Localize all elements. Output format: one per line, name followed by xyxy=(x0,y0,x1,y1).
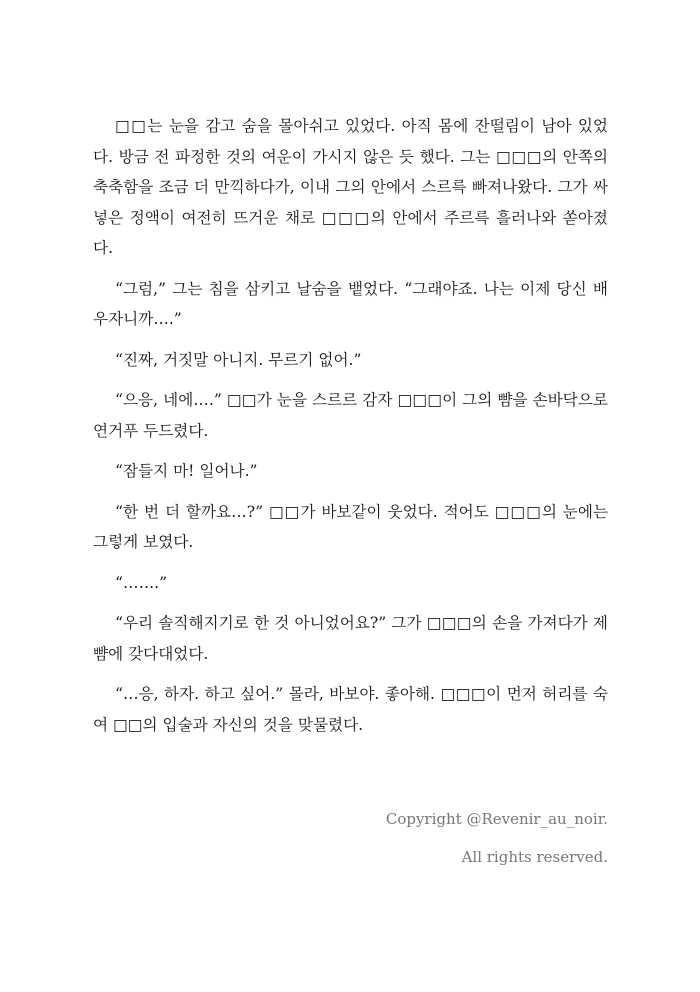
paragraph-1: □□는 눈을 감고 숨을 몰아쉬고 있었다. 아직 몸에 잔떨림이 남아 있었다. 방금 전 파정한 것의 여운이 가시지 않은 듯 했다. 그는 □□□의 안쪽의 축축함을 조금 더 만끽하다가, 이내 그의 안에서 스르륵 빠져나왔다. 그가 싸넣은 정액이 여전히 뜨거운 채로 □□□의 안에서 주르륵 흘러나와 쏟아졌다. xyxy=(93,117,608,257)
paragraph-6: “한 번 더 할까요…?” □□가 바보같이 웃었다. 적어도 □□□의 눈에는 그렇게 보였다. xyxy=(93,502,608,551)
paragraph-2: “그럼,” 그는 침을 삼키고 날숨을 뱉었다. “그래야죠. 나는 이제 당신 배우자니까….” xyxy=(93,279,608,328)
paragraph-3: “진짜, 거짓말 아니지. 무르기 없어.” xyxy=(115,350,362,369)
paragraph-9: “…응, 하자. 하고 싶어.” 몰라, 바보야. 좋아해. □□□이 먼저 허리를 숙여 □□의 입술과 자신의 것을 맞물렸다. xyxy=(93,685,608,734)
paragraph-8: “우리 솔직해지기로 한 것 아니었어요?” 그가 □□□의 손을 가져다가 제 뺨에 갖다대었다. xyxy=(93,614,608,663)
paragraph-5: “잠들지 마! 일어나.” xyxy=(115,462,258,480)
story-text xyxy=(93,111,608,750)
rights-notice: All rights reserved. xyxy=(461,848,608,866)
paragraph-7: “…….” xyxy=(115,573,168,592)
paragraph-4: “으응, 네에….” □□가 눈을 스르르 감자 □□□이 그의 뺨을 손바닥으로 연거푸 두드렸다. xyxy=(93,391,608,440)
copyright-notice: Copyright @Revenir_au_noir. xyxy=(385,810,608,828)
